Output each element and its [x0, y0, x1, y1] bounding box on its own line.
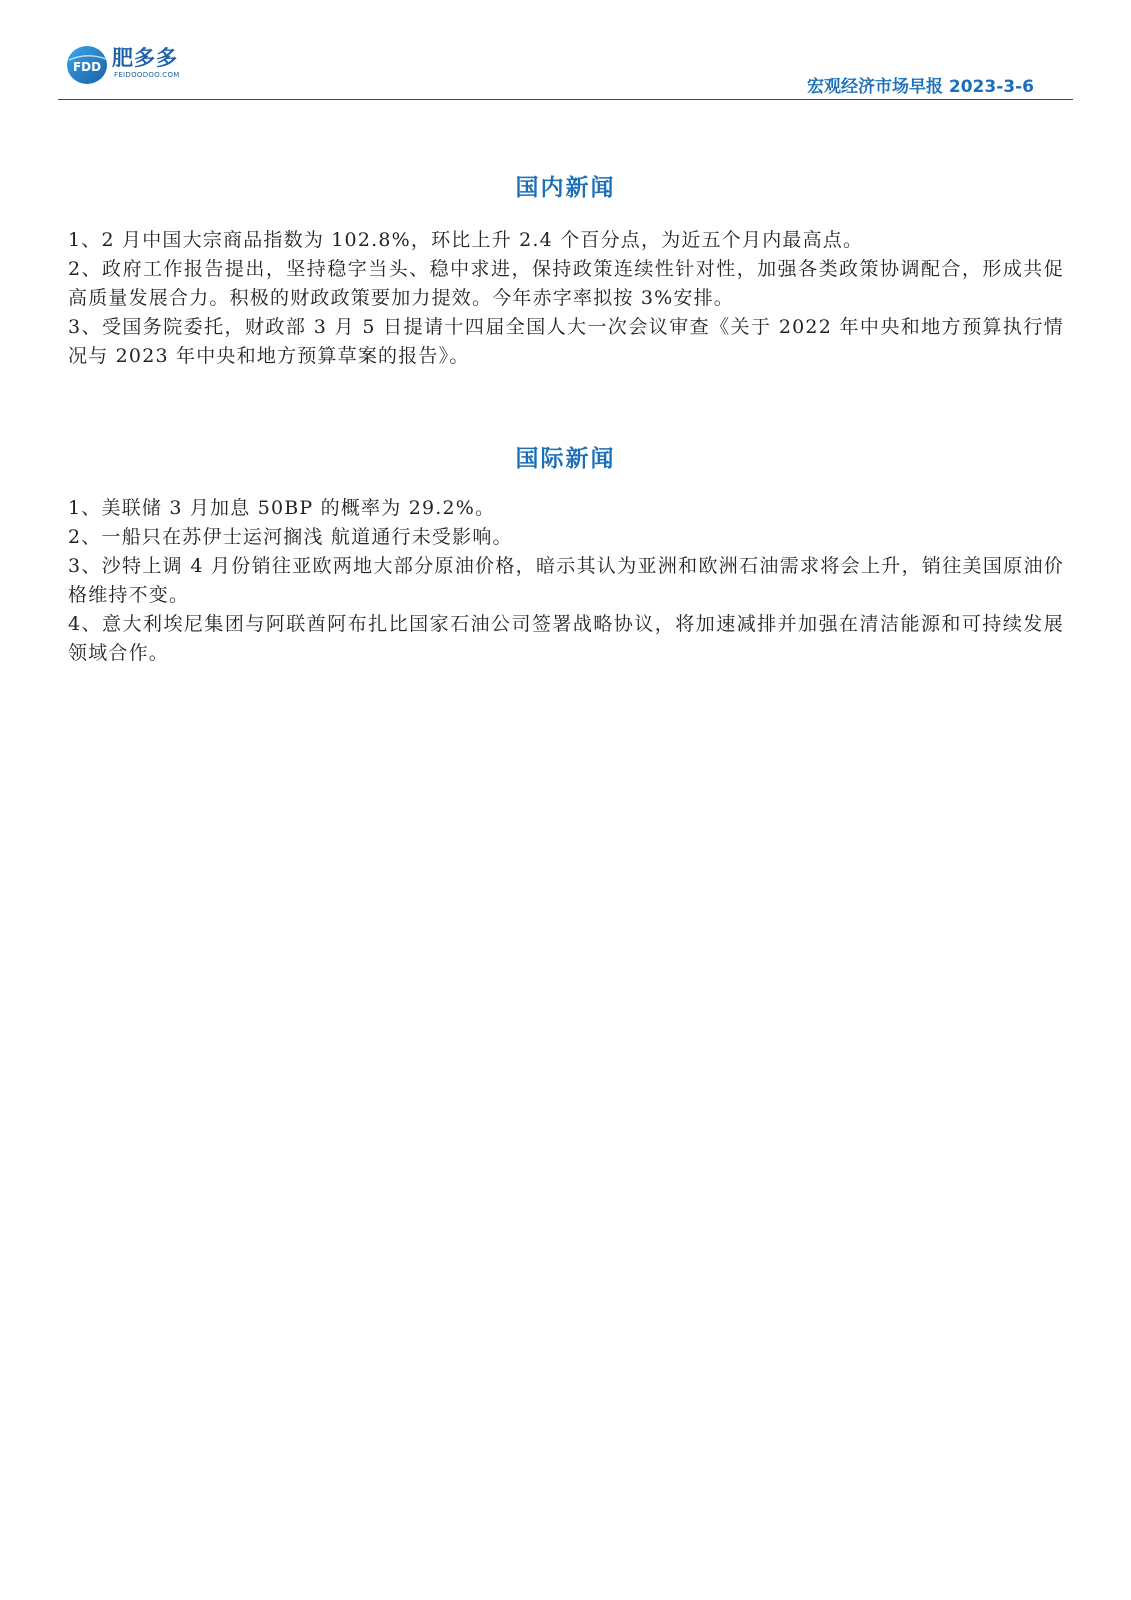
news-item: 2、政府工作报告提出，坚持稳字当头、稳中求进，保持政策连续性针对性，加强各类政策协调配合，形成共促高质量发展合力。积极的财政政策要加力提效。今年赤字率拟按 3%安排。	[68, 258, 1064, 309]
logo-name: 肥多多	[112, 46, 178, 70]
fdd-logo-icon	[66, 44, 108, 86]
logo-domain: FEIDOODOO.COM	[114, 71, 180, 79]
news-item: 1、美联储 3 月加息 50BP 的概率为 29.2%。	[68, 497, 496, 519]
international-news-heading: 国际新闻	[515, 446, 616, 472]
international-news-list	[68, 494, 1064, 668]
header-divider	[58, 99, 1073, 100]
logo-mark-text: FDD	[72, 60, 102, 74]
news-item: 1、2 月中国大宗商品指数为 102.8%，环比上升 2.4 个百分点，为近五个月内最高点。	[68, 229, 864, 251]
news-item: 4、意大利埃尼集团与阿联酋阿布扎比国家石油公司签署战略协议，将加速减排并加强在清洁能源和可持续发展领域合作。	[68, 613, 1064, 664]
domestic-news-heading: 国内新闻	[515, 175, 616, 201]
news-item: 2、一船只在苏伊士运河搁浅 航道通行未受影响。	[68, 526, 513, 548]
company-logo	[66, 44, 226, 88]
news-item: 3、沙特上调 4 月份销往亚欧两地大部分原油价格，暗示其认为亚洲和欧洲石油需求将会上升，销往美国原油价格维持不变。	[68, 555, 1064, 606]
report-title: 宏观经济市场早报 2023-3-6	[806, 77, 1034, 97]
news-item: 3、受国务院委托，财政部 3 月 5 日提请十四届全国人大一次会议审查《关于 2022 年中央和地方预算执行情况与 2023 年中央和地方预算草案的报告》。	[68, 316, 1064, 367]
page-header	[0, 0, 1131, 100]
domestic-news-list	[68, 226, 1064, 371]
